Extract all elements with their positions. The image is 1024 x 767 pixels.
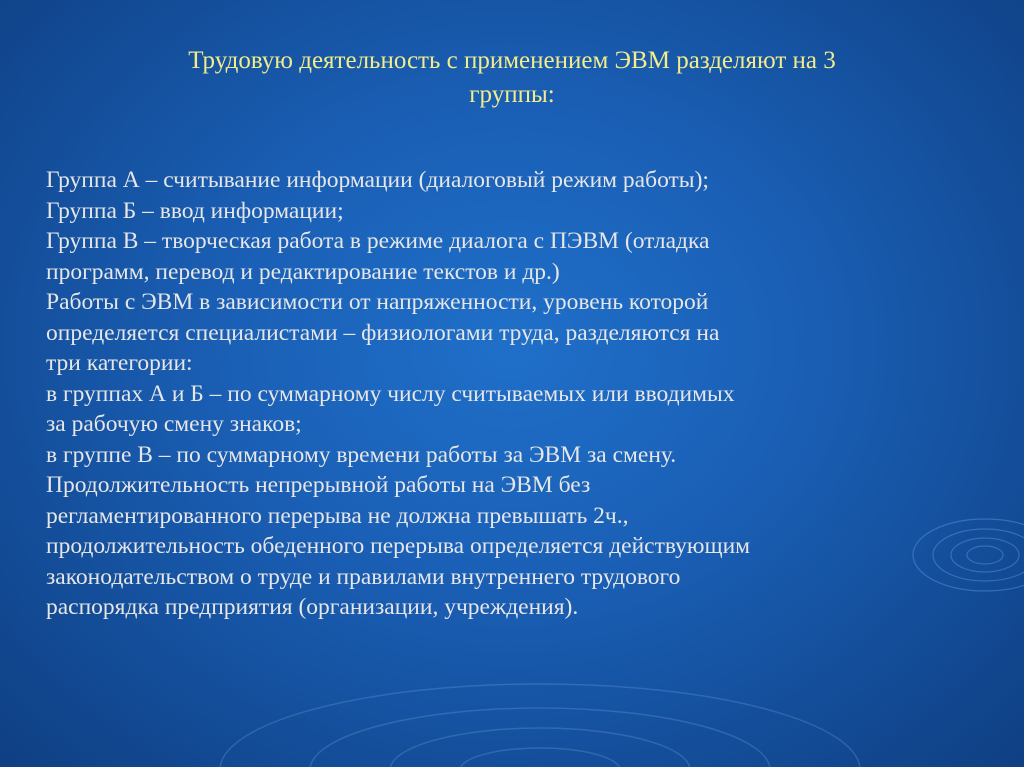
body-line: Группа Б – ввод информации; bbox=[46, 197, 344, 224]
body-line: в группе В – по суммарному времени работы за ЭВМ за смену. bbox=[46, 441, 677, 468]
body-line: в группах А и Б – по суммарному числу считываемых или вводимых bbox=[46, 380, 735, 407]
slide-title bbox=[60, 44, 964, 112]
body-line: законодательством о труде и правилами внутреннего трудового bbox=[46, 563, 681, 590]
body-line: определяется специалистами – физиологами труда, разделяются на bbox=[46, 319, 720, 346]
body-line: Группа А – считывание информации (диалоговый режим работы); bbox=[46, 167, 709, 193]
body-line: Продолжительность непрерывной работы на ЭВМ без bbox=[46, 472, 591, 498]
body-line: три категории: bbox=[46, 350, 193, 376]
body-line: программ, перевод и редактирование текстов и др.) bbox=[46, 258, 560, 285]
body-line: распорядка предприятия (организации, учреждения). bbox=[46, 594, 579, 620]
body-line: продолжительность обеденного перерыва определяется действующим bbox=[46, 533, 751, 559]
title-line: группы: bbox=[469, 81, 555, 108]
title-line: Трудовую деятельность с применением ЭВМ разделяют на 3 bbox=[188, 47, 836, 74]
slide-body bbox=[46, 165, 996, 623]
body-line: регламентированного перерыва не должна превышать 2ч., bbox=[46, 502, 629, 529]
body-line: Группа В – творческая работа в режиме диалога с ПЭВМ (отладка bbox=[46, 228, 710, 254]
body-line: Работы с ЭВМ в зависимости от напряженности, уровень которой bbox=[46, 289, 709, 315]
body-line: за рабочую смену знаков; bbox=[46, 411, 302, 437]
